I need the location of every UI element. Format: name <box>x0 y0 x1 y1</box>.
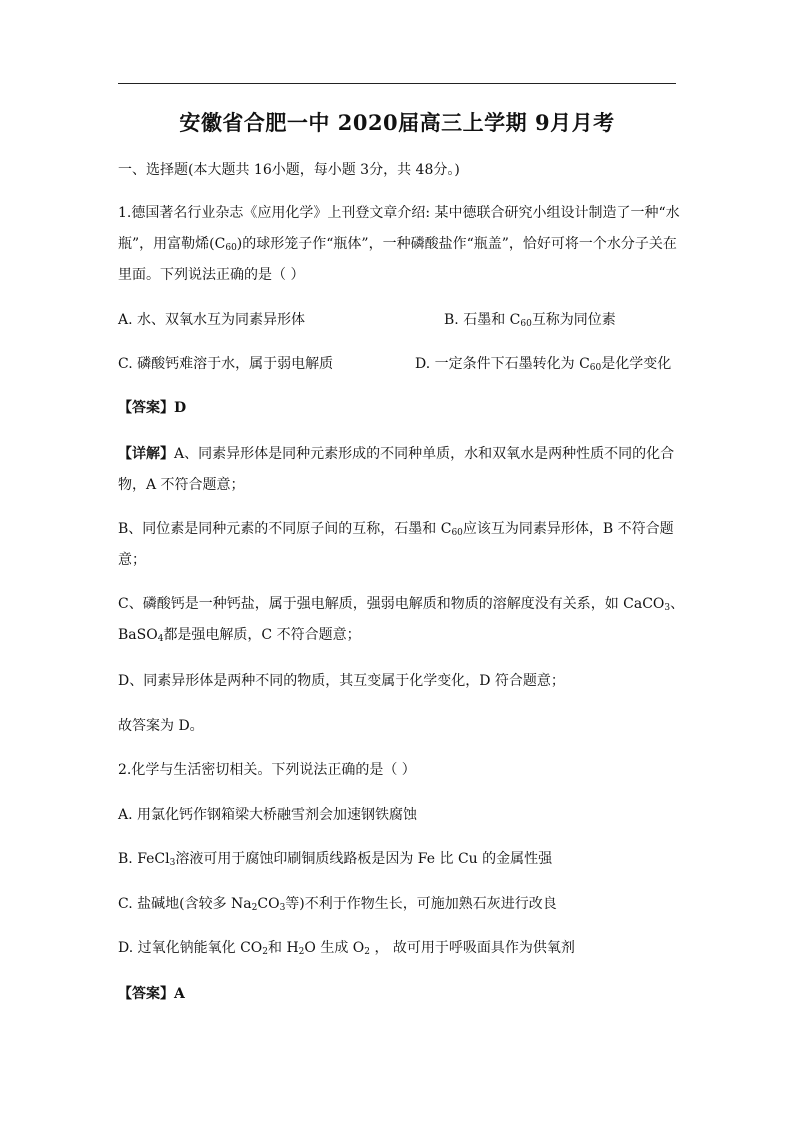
q1-stem-line3: 里面。下列说法正确的是（ ） <box>118 267 305 283</box>
q1-detail-b-line1: B、同位素是同种元素的不同原子间的互称，石墨和 $C_{60}$应该互为同素异形体，B 不符合题 <box>118 521 674 538</box>
q2-option-b: B. FeCl$_3$溶液可用于腐蚀印刷铜质线路板是因为 Fe 比 Cu 的金属性强 <box>118 851 553 868</box>
q1-detail-a-line2: 物，A 不符合题意； <box>118 477 245 493</box>
q2-option-c: C. 盐碱地(含较多 $Na_2CO_3$等)不利于作物生长，可施加熟石灰进行改良 <box>118 896 557 913</box>
q2-answer: 【答案】A <box>118 986 185 1002</box>
q1-detail-c-line2: BaSO$_4$都是强电解质，C 不符合题意； <box>118 627 361 644</box>
q1-stem-line1: 1.德国著名行业杂志《应用化学》上刊登文章介绍: 某中德联合研究小组设计制造了一种“水 <box>118 205 680 221</box>
q1-detail-a-line1: 【详解】A、同素异形体是同种元素形成的不同种单质，水和双氧水是两种性质不同的化合 <box>118 446 675 462</box>
q1-option-a: A. 水、双氧水互为同素异形体 <box>118 312 306 328</box>
q1-conclusion: 故答案为 D。 <box>118 718 204 734</box>
q2-option-d: D. 过氧化钠能氧化 $CO_2$和 $H_2O$ 生成 $O_2$ ， 故可用于呼吸面具作为供氧剂 <box>118 940 575 957</box>
q1-detail-b-line2: 意； <box>118 552 146 568</box>
q1-stem-line2: 瓶”，用富勒烯$(C_{60})$的球形笼子作“瓶体”，一种磷酸盐作“瓶盖”，恰好可将一个水分子关在 <box>118 236 677 253</box>
page-title: 安徽省合肥一中 2020届高三上学期 9月月考 <box>179 110 615 135</box>
q2-stem: 2.化学与生活密切相关。下列说法正确的是（ ） <box>118 762 416 778</box>
q1-detail-d: D、同素异形体是两种不同的物质，其互变属于化学变化，D 符合题意； <box>118 673 565 689</box>
q1-option-b: B. 石墨和 $C_{60}$互称为同位素 <box>444 312 616 329</box>
q1-option-c: C. 磷酸钙难溶于水，属于弱电解质 <box>118 356 334 372</box>
q1-answer: 【答案】D <box>118 400 187 416</box>
section-heading: 一、选择题(本大题共 16小题，每小题 3分，共 48分。) <box>118 162 460 178</box>
q1-detail-c-line1: C、磷酸钙是一种钙盐，属于强电解质，强弱电解质和物质的溶解度没有关系，如 CaCO$_3$、 <box>118 596 685 613</box>
q2-option-a: A. 用氯化钙作钢箱梁大桥融雪剂会加速钢铁腐蚀 <box>118 807 418 823</box>
q1-option-d: D. 一定条件下石墨转化为 $C_{60}$是化学变化 <box>415 356 672 373</box>
header-rule <box>118 83 676 84</box>
